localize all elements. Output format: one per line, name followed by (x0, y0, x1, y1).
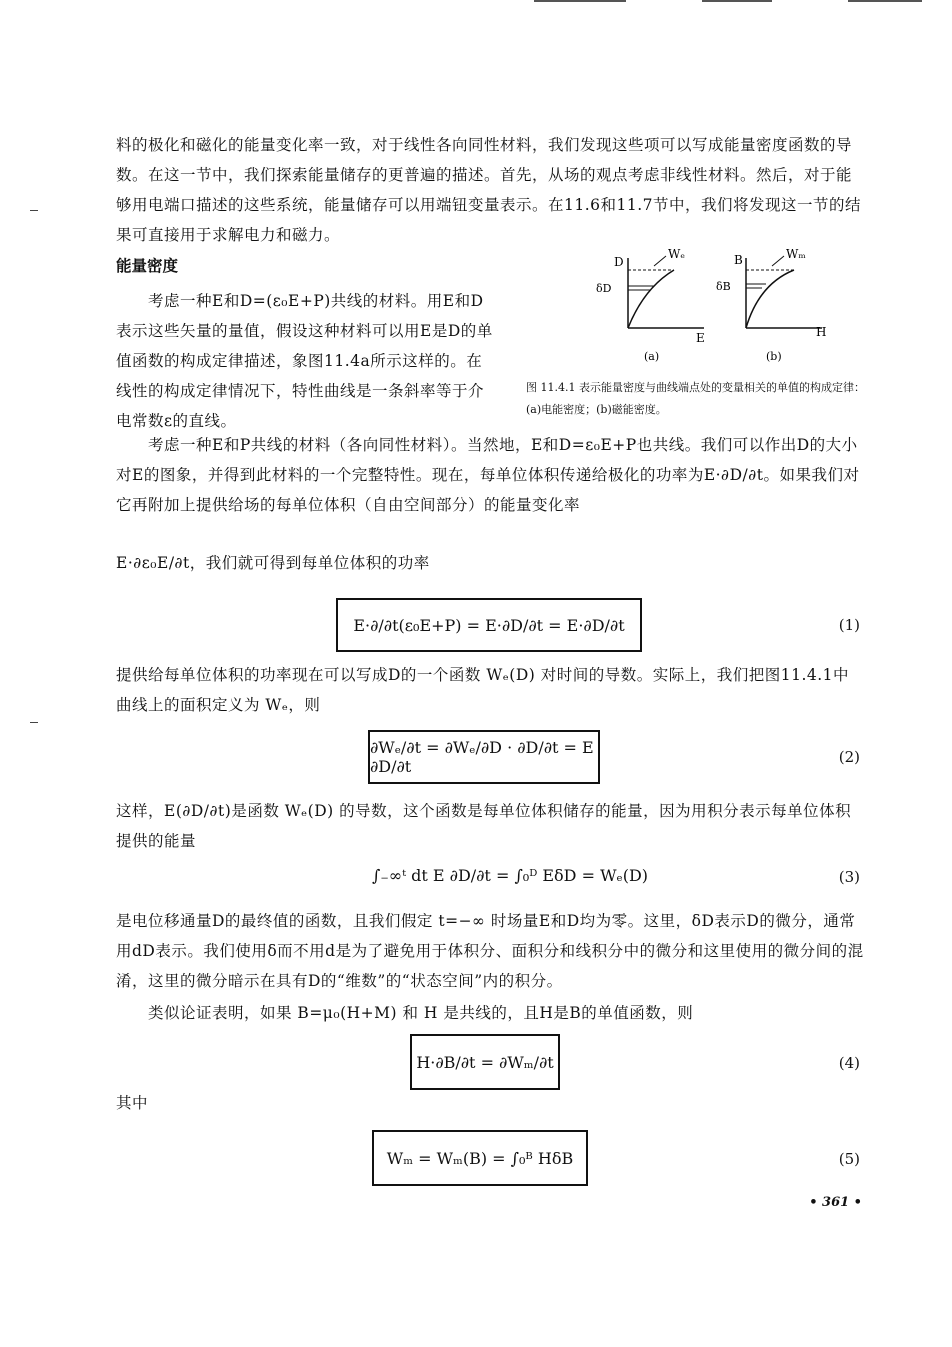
equation-1: E·∂/∂t(ε₀E+P) = E·∂D/∂t = E·∂D/∂t (336, 598, 642, 652)
equation-number-1: (1) (838, 616, 860, 634)
figure-energy-density (594, 248, 864, 368)
margin-mark (30, 722, 38, 723)
curve-label-We: Wₑ (668, 248, 685, 261)
page-number: • 361 • (809, 1195, 862, 1210)
axis-label-H: H (816, 325, 827, 339)
paragraph-derivative: 这样，E(∂D/∂t)是函数 Wₑ(D) 的导数，这个函数是每单位体积储存的能量，因为用积分表示每单位体积提供的能量 (116, 802, 852, 850)
equation-number-5: (5) (838, 1150, 860, 1168)
curve-b (746, 270, 794, 328)
figure-caption: 图 11.4.1 表示能量密度与曲线端点处的变量相关的单值的构成定律：(a)电能密度；(b)磁能密度。 (526, 381, 865, 416)
figure-a (596, 248, 705, 363)
paragraph-intro: 料的极化和磁化的能量变化率一致，对于线性各向同性材料，我们发现这些项可以写成能量密度函数的导数。在这一节中，我们探索能量储存的更普遍的描述。首先，从场的观点考虑非线性材料。然后，对于能够用电端口描述的这些系统，能量储存可以用端钮变量表示。在11.6和11.7节中，我们将发现这一节的结果可直接用于求解电力和磁力。 (116, 136, 862, 244)
axis-label-E: E (696, 331, 705, 345)
subfig-a: (a) (644, 350, 660, 363)
equation-number-2: (2) (838, 748, 860, 766)
figure-b (716, 248, 826, 363)
axis-label-B: B (734, 253, 743, 267)
paragraph-final-value: 是电位移通量D的最终值的函数，且我们假定 t=−∞ 时场量E和D均为零。这里，δD表示D的微分，通常用dD表示。我们使用δ而不用d是为了避免用于体积分、面积分和线积分中的微分和这里使用的微分间的混淆，这里的微分暗示在具有D的“维数”的“状态空间”内的积分。 (116, 912, 864, 990)
equation-number-3: (3) (838, 868, 860, 886)
margin-mark (30, 210, 38, 211)
paragraph-collinear: 考虑一种E和P共线的材料（各向同性材料）。当然地，E和D=ε₀E+P也共线。我们可以作出D的大小对E的图象，并得到此材料的一个完整特性。现在，每单位体积传递给极化的功率为E·∂D/∂t。如果我们对它再附加上提供给场的每单位体积（自由空间部分）的能量变化率 (116, 436, 860, 514)
paragraph-where: 其中 (116, 1094, 149, 1112)
delta-label-D: δD (596, 282, 612, 295)
curve-label-Wm: Wₘ (786, 248, 806, 261)
paragraph-power: E·∂ε₀E/∂t，我们就可得到每单位体积的功率 (116, 554, 430, 572)
curve-a (628, 270, 674, 328)
delta-label-B: δB (716, 280, 731, 293)
section-heading: 能量密度 (116, 256, 179, 275)
equation-4: H·∂B/∂t = ∂Wₘ/∂t (410, 1034, 560, 1090)
paragraph-function-W: 提供给每单位体积的功率现在可以写成D的一个函数 Wₑ(D) 对时间的导数。实际上，我们把图11.4.1中曲线上的面积定义为 Wₑ，则 (116, 666, 850, 714)
header-rule (534, 0, 626, 2)
header-rule (848, 0, 922, 2)
paragraph-material: 考虑一种E和D=(ε₀E+P)共线的材料。用E和D表示这些矢量的量值，假设这种材料可以用E是D的单值函数的构成定律描述，象图11.4a所示这样的。在线性的构成定律情况下，特性曲线是一条斜率等于介电常数ε的直线。 (116, 292, 493, 430)
equation-5: Wₘ = Wₘ(B) = ∫₀ᴮ HδB (372, 1130, 588, 1186)
equation-number-4: (4) (838, 1054, 860, 1072)
equation-2: ∂Wₑ/∂t = ∂Wₑ/∂D · ∂D/∂t = E ∂D/∂t (368, 730, 600, 784)
paragraph-magnetic: 类似论证表明，如果 B=μ₀(H+M) 和 H 是共线的，且H是B的单值函数，则 (148, 1004, 694, 1022)
subfig-b: (b) (766, 350, 782, 363)
equation-3: ∫₋∞ᵗ dt E ∂D/∂t = ∫₀ᴰ EδD = Wₑ(D) (372, 866, 649, 885)
header-rule (702, 0, 772, 2)
axis-label-D: D (614, 255, 624, 269)
